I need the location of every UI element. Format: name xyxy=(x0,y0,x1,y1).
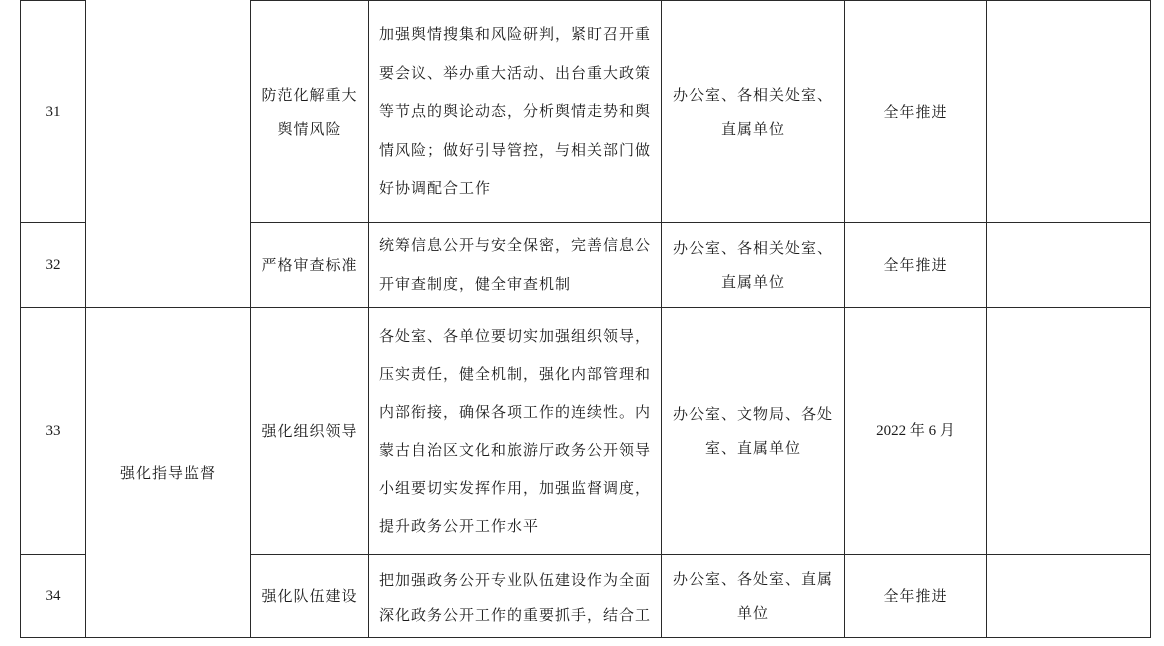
unit-cell: 办公室、文物局、各处室、直属单位 xyxy=(662,308,845,555)
note-cell xyxy=(987,555,1151,638)
table-row xyxy=(21,308,1151,555)
item-cell: 严格审查标准 xyxy=(251,223,369,308)
note-cell xyxy=(987,223,1151,308)
time-cell: 2022 年 6 月 xyxy=(845,308,987,555)
task-table-frame xyxy=(20,0,1150,637)
task-cell: 各处室、各单位要切实加强组织领导，压实责任，健全机制，强化内部管理和内部衔接，确保各项工作的连续性。内蒙古自治区文化和旅游厅政务公开领导小组要切实发挥作用，加强监督调度，提升政务公开工作水平 xyxy=(369,308,662,555)
item-cell: 强化队伍建设 xyxy=(251,555,369,638)
time-cell: 全年推进 xyxy=(845,223,987,308)
note-cell xyxy=(987,1,1151,223)
category-cell: 强化指导监督 xyxy=(86,308,251,638)
row-number: 33 xyxy=(21,308,86,555)
item-cell: 防范化解重大舆情风险 xyxy=(251,1,369,223)
task-cell: 统筹信息公开与安全保密，完善信息公开审查制度，健全审查机制 xyxy=(369,223,662,308)
unit-cell: 办公室、各相关处室、直属单位 xyxy=(662,1,845,223)
row-number: 34 xyxy=(21,555,86,638)
unit-cell: 办公室、各处室、直属单位 xyxy=(662,555,845,638)
table-row xyxy=(21,1,1151,223)
time-cell: 全年推进 xyxy=(845,1,987,223)
unit-cell: 办公室、各相关处室、直属单位 xyxy=(662,223,845,308)
row-number: 32 xyxy=(21,223,86,308)
note-cell xyxy=(987,308,1151,555)
task-cell: 加强舆情搜集和风险研判，紧盯召开重要会议、举办重大活动、出台重大政策等节点的舆论动态，分析舆情走势和舆情风险；做好引导管控，与相关部门做好协调配合工作 xyxy=(369,1,662,223)
item-cell: 强化组织领导 xyxy=(251,308,369,555)
task-cell: 把加强政务公开专业队伍建设作为全面深化政务公开工作的重要抓手，结合工 xyxy=(369,555,662,638)
category-cell-continued xyxy=(86,1,251,308)
time-cell: 全年推进 xyxy=(845,555,987,638)
row-number: 31 xyxy=(21,1,86,223)
task-table xyxy=(20,0,1151,638)
